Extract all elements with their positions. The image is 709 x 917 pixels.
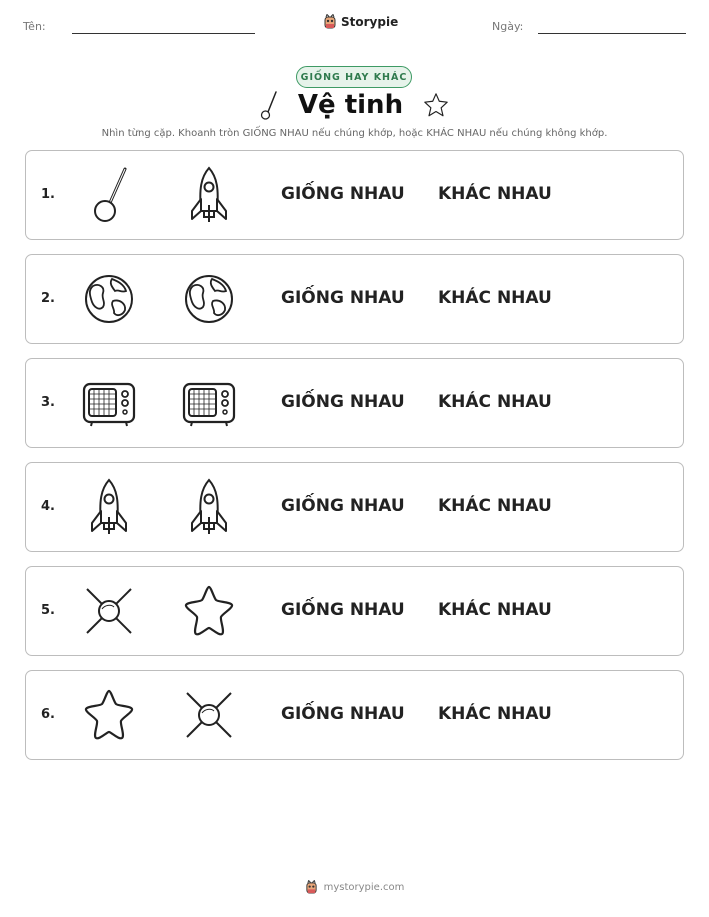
- same-option[interactable]: GIỐNG NHAU: [281, 704, 405, 724]
- question-number: 4.: [41, 499, 55, 514]
- question-number: 2.: [41, 291, 55, 306]
- star-icon: [421, 91, 451, 119]
- satellite-dish-icon: [258, 90, 280, 120]
- question-row: [25, 254, 684, 344]
- same-option[interactable]: GIỐNG NHAU: [281, 184, 405, 204]
- earth-icon: [79, 269, 139, 329]
- date-label: Ngày:: [492, 20, 524, 33]
- same-option[interactable]: GIỐNG NHAU: [281, 392, 405, 412]
- satellite-icon: [79, 581, 139, 641]
- storypie-mascot-icon: [305, 880, 318, 895]
- satellite-icon: [179, 685, 239, 745]
- star-icon: [79, 685, 139, 745]
- different-option[interactable]: KHÁC NHAU: [438, 600, 552, 620]
- rocket-icon: [79, 477, 139, 537]
- question-row: [25, 462, 684, 552]
- different-option[interactable]: KHÁC NHAU: [438, 392, 552, 412]
- different-option[interactable]: KHÁC NHAU: [438, 496, 552, 516]
- worksheet-type-badge: GIỐNG HAY KHÁC: [296, 66, 412, 88]
- rocket-icon: [179, 477, 239, 537]
- footer-link[interactable]: mystorypie.com: [323, 882, 405, 893]
- different-option[interactable]: KHÁC NHAU: [438, 184, 552, 204]
- footer: [0, 880, 709, 895]
- name-label: Tên:: [23, 20, 46, 33]
- different-option[interactable]: KHÁC NHAU: [438, 704, 552, 724]
- satellite-dish-icon: [81, 165, 141, 225]
- instructions: Nhìn từng cặp. Khoanh tròn GIỐNG NHAU nếu chúng khớp, hoặc KHÁC NHAU nếu chúng không khớp.: [101, 128, 608, 139]
- brand-name: Storypie: [341, 15, 399, 29]
- page-title: Vệ tinh: [297, 90, 404, 120]
- retro-tv-icon: [179, 373, 239, 433]
- question-row: [25, 358, 684, 448]
- question-row: [25, 566, 684, 656]
- question-row: [25, 670, 684, 760]
- brand-logo: [323, 14, 398, 30]
- star-icon: [179, 581, 239, 641]
- same-option[interactable]: GIỐNG NHAU: [281, 600, 405, 620]
- same-option[interactable]: GIỐNG NHAU: [281, 496, 405, 516]
- same-option[interactable]: GIỐNG NHAU: [281, 288, 405, 308]
- question-number: 1.: [41, 187, 55, 202]
- question-number: 6.: [41, 707, 55, 722]
- title-row: [0, 90, 709, 120]
- earth-icon: [179, 269, 239, 329]
- question-number: 5.: [41, 603, 55, 618]
- different-option[interactable]: KHÁC NHAU: [438, 288, 552, 308]
- retro-tv-icon: [79, 373, 139, 433]
- date-field[interactable]: [538, 33, 686, 34]
- storypie-mascot-icon: [323, 14, 337, 30]
- name-field[interactable]: [72, 33, 255, 34]
- question-number: 3.: [41, 395, 55, 410]
- question-row: [25, 150, 684, 240]
- rocket-icon: [179, 165, 239, 225]
